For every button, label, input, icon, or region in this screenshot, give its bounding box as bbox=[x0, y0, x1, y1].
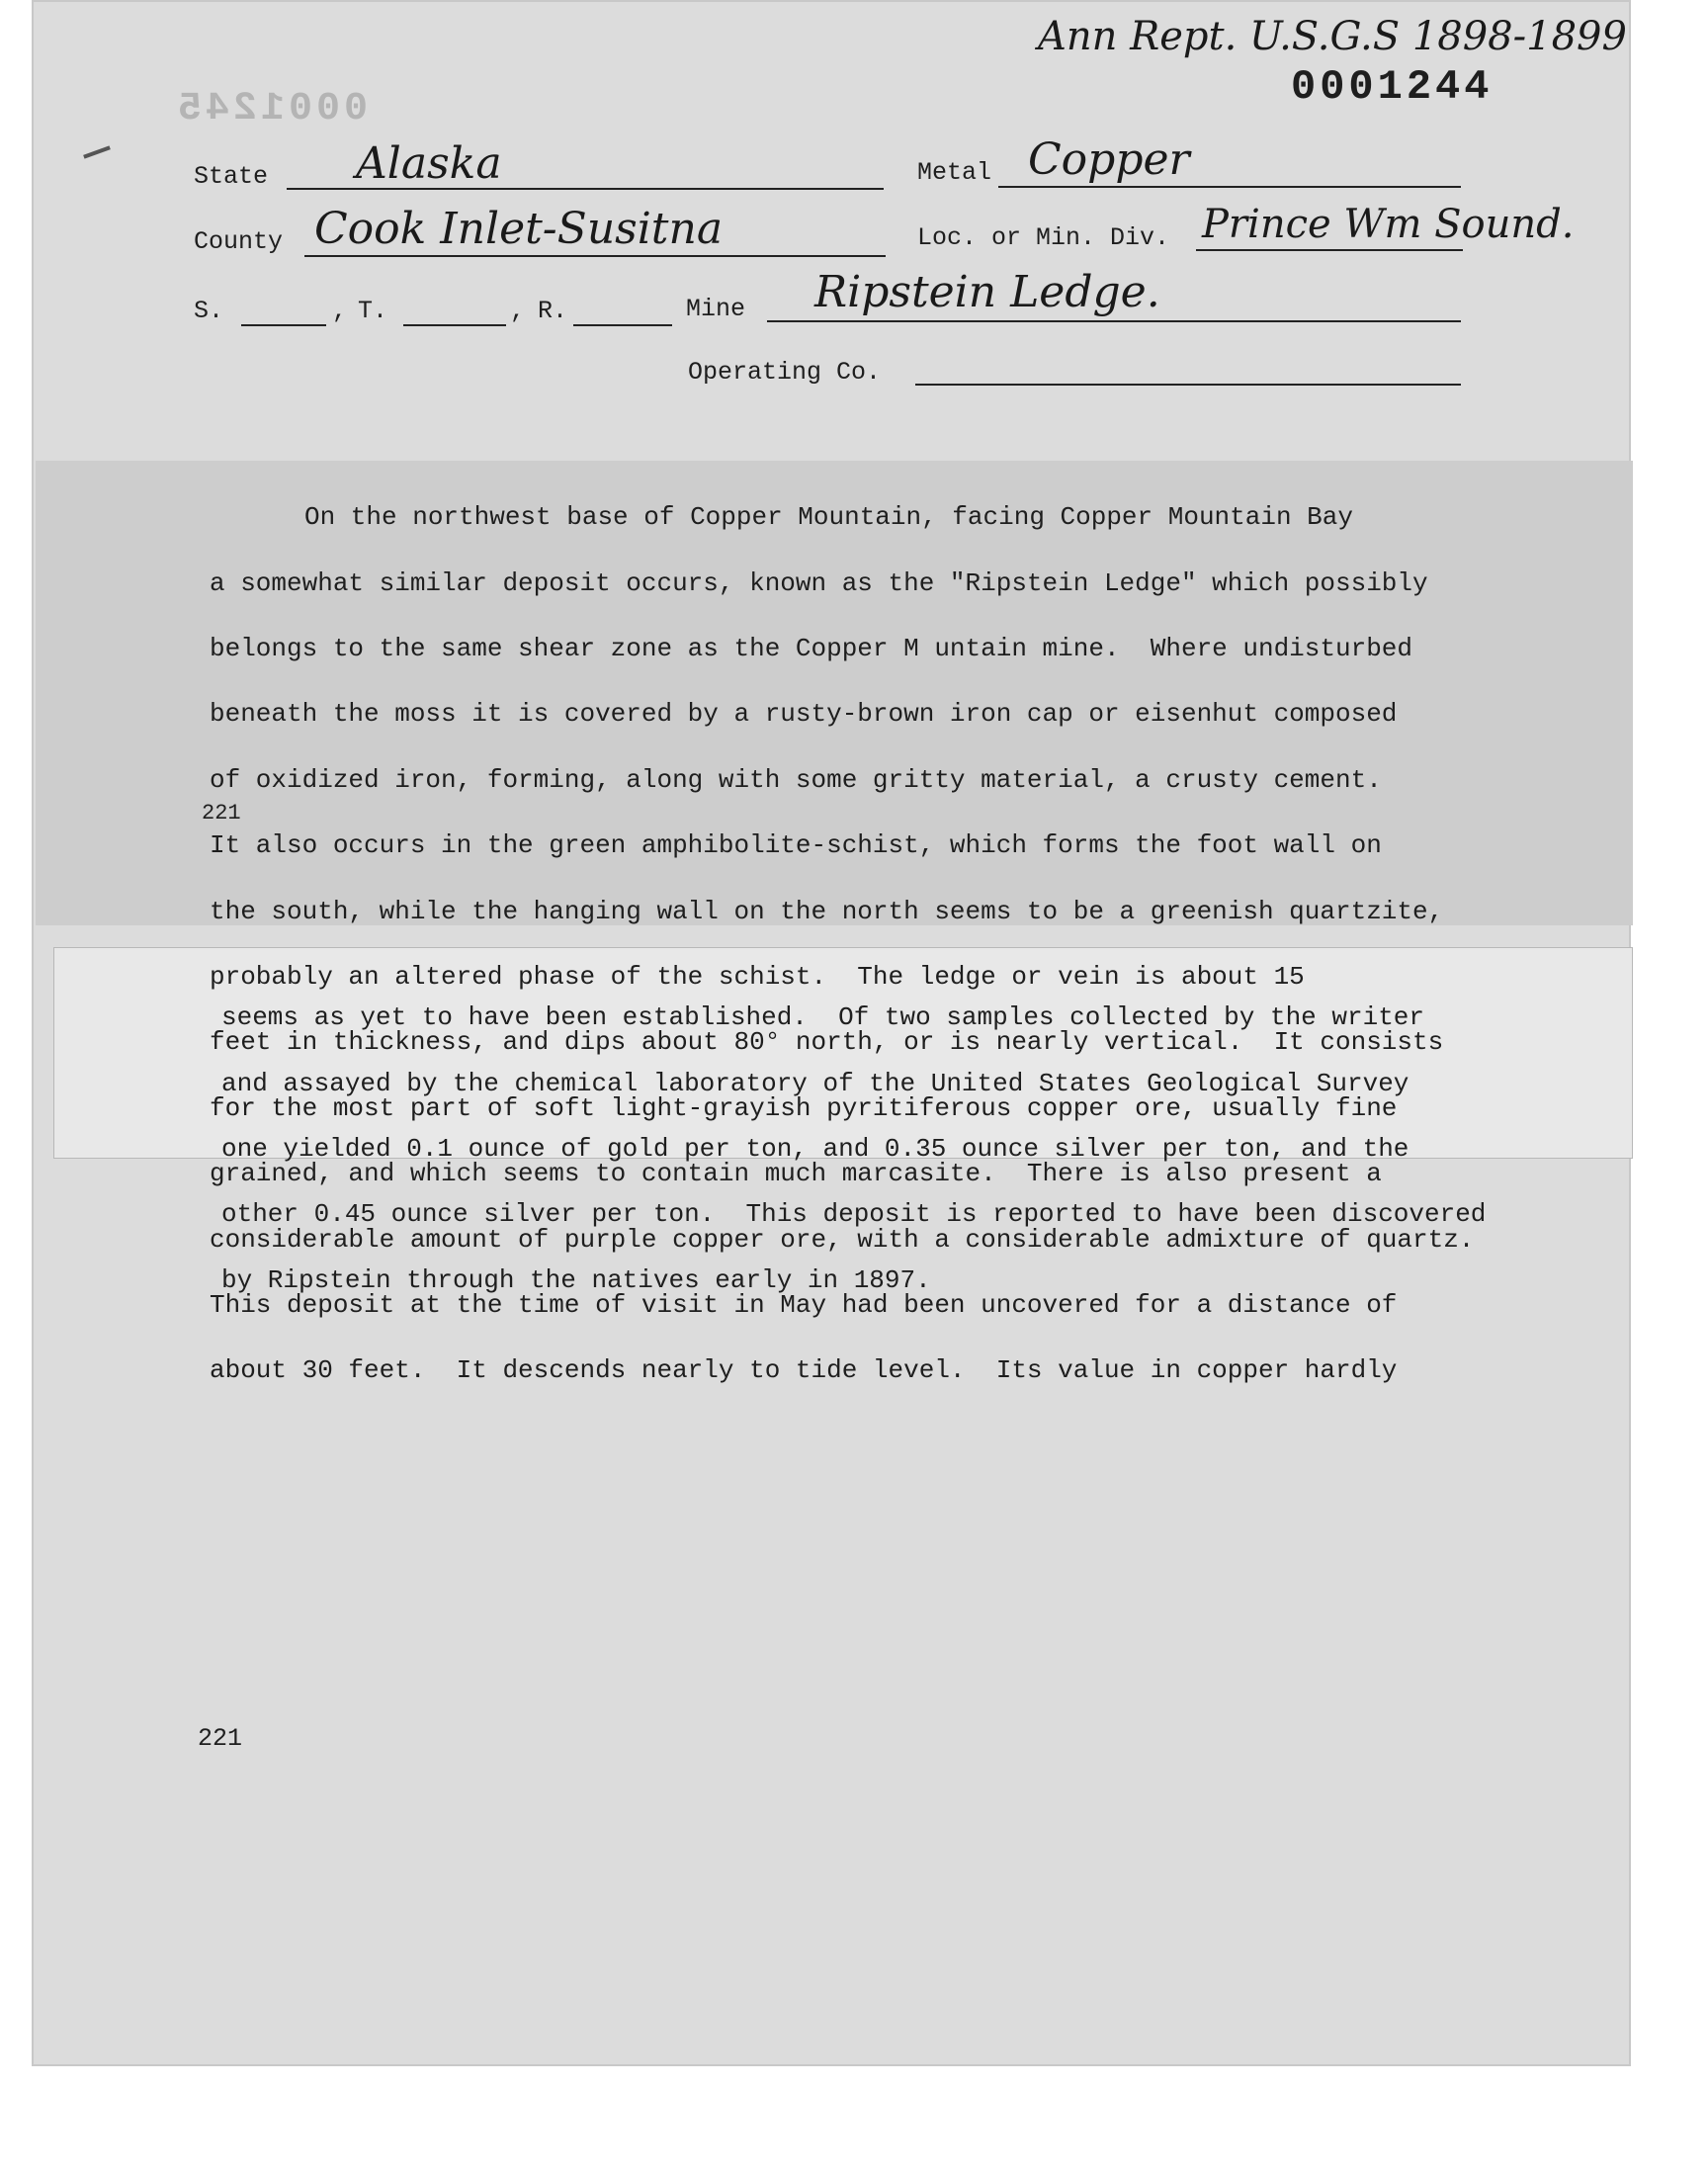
text-line: one yielded 0.1 ounce of gold per ton, and 0.35 ounce silver per ton, and the bbox=[221, 1134, 1409, 1165]
loc-value: Prince Wm Sound. bbox=[1202, 202, 1575, 247]
state-value: Alaska bbox=[356, 138, 502, 189]
text-line: This deposit at the time of visit in May had been uncovered for a distance of bbox=[210, 1290, 1398, 1321]
bleedthrough-card-number: 0001245 bbox=[174, 87, 369, 131]
township-comma: , bbox=[510, 297, 526, 325]
range-label: R. bbox=[538, 297, 568, 325]
loc-line bbox=[1196, 249, 1463, 251]
metal-line bbox=[998, 186, 1461, 188]
text-line: It also occurs in the green amphibolite-schist, which forms the foot wall on bbox=[210, 830, 1382, 861]
text-line: considerable amount of purple copper ore, with a considerable admixture of quartz. bbox=[210, 1224, 1475, 1255]
page-number: 221 bbox=[198, 1724, 243, 1753]
paragraph-lower bbox=[221, 969, 1486, 1330]
county-value: Cook Inlet-Susitna bbox=[314, 204, 724, 254]
text-line: other 0.45 ounce silver per ton. This deposit is reported to have been discovered bbox=[221, 1199, 1487, 1230]
section-line bbox=[241, 324, 326, 326]
township-line bbox=[403, 324, 506, 326]
text-line: about 30 feet. It descends nearly to tide level. Its value in copper hardly bbox=[210, 1355, 1398, 1386]
margin-page-marker: 221 bbox=[202, 801, 241, 826]
text-line: a somewhat similar deposit occurs, known as the "Ripstein Ledge" which possibly bbox=[210, 567, 1428, 598]
text-line: grained, and which seems to contain much marcasite. There is also present a bbox=[210, 1159, 1382, 1189]
text-line: probably an altered phase of the schist. The ledge or vein is about 15 bbox=[210, 962, 1305, 993]
county-line bbox=[304, 255, 886, 257]
text-line: On the northwest base of Copper Mountain, facing Copper Mountain Bay bbox=[304, 502, 1353, 533]
text-line: the south, while the hanging wall on the north seems to be a greenish quartzite, bbox=[210, 896, 1444, 926]
operating-co-line bbox=[915, 384, 1461, 386]
mine-value: Ripstein Ledge. bbox=[814, 267, 1160, 317]
metal-label: Metal bbox=[917, 158, 992, 187]
loc-label: Loc. or Min. Div. bbox=[917, 223, 1170, 252]
mine-line bbox=[767, 320, 1461, 322]
county-label: County bbox=[194, 227, 284, 256]
text-line: feet in thickness, and dips about 80° north, or is nearly vertical. It consists bbox=[210, 1027, 1444, 1058]
range-line bbox=[573, 324, 672, 326]
handwritten-citation: Ann Rept. U.S.G.S 1898-1899 bbox=[1038, 14, 1627, 59]
text-line: beneath the moss it is covered by a rusty-brown iron cap or eisenhut composed bbox=[210, 699, 1398, 730]
text-line: of oxidized iron, forming, along with some gritty material, a crusty cement. bbox=[210, 764, 1382, 795]
text-line: by Ripstein through the natives early in 1897. bbox=[221, 1264, 931, 1295]
text-line: seems as yet to have been established. Of two samples collected by the writer bbox=[221, 1002, 1424, 1033]
metal-value: Copper bbox=[1028, 134, 1190, 185]
township-label: T. bbox=[358, 297, 388, 325]
state-label: State bbox=[194, 162, 269, 191]
card-number: 0001244 bbox=[1291, 63, 1494, 111]
text-line: and assayed by the chemical laboratory of the United States Geological Survey bbox=[221, 1068, 1409, 1098]
section-label: S. bbox=[194, 297, 224, 325]
text-line: for the most part of soft light-grayish pyritiferous copper ore, usually fine bbox=[210, 1092, 1398, 1123]
mine-label: Mine bbox=[686, 295, 746, 323]
operating-co-label: Operating Co. bbox=[688, 358, 882, 387]
section-comma: , bbox=[332, 297, 348, 325]
text-line: belongs to the same shear zone as the Copper M untain mine. Where undisturbed bbox=[210, 634, 1412, 664]
